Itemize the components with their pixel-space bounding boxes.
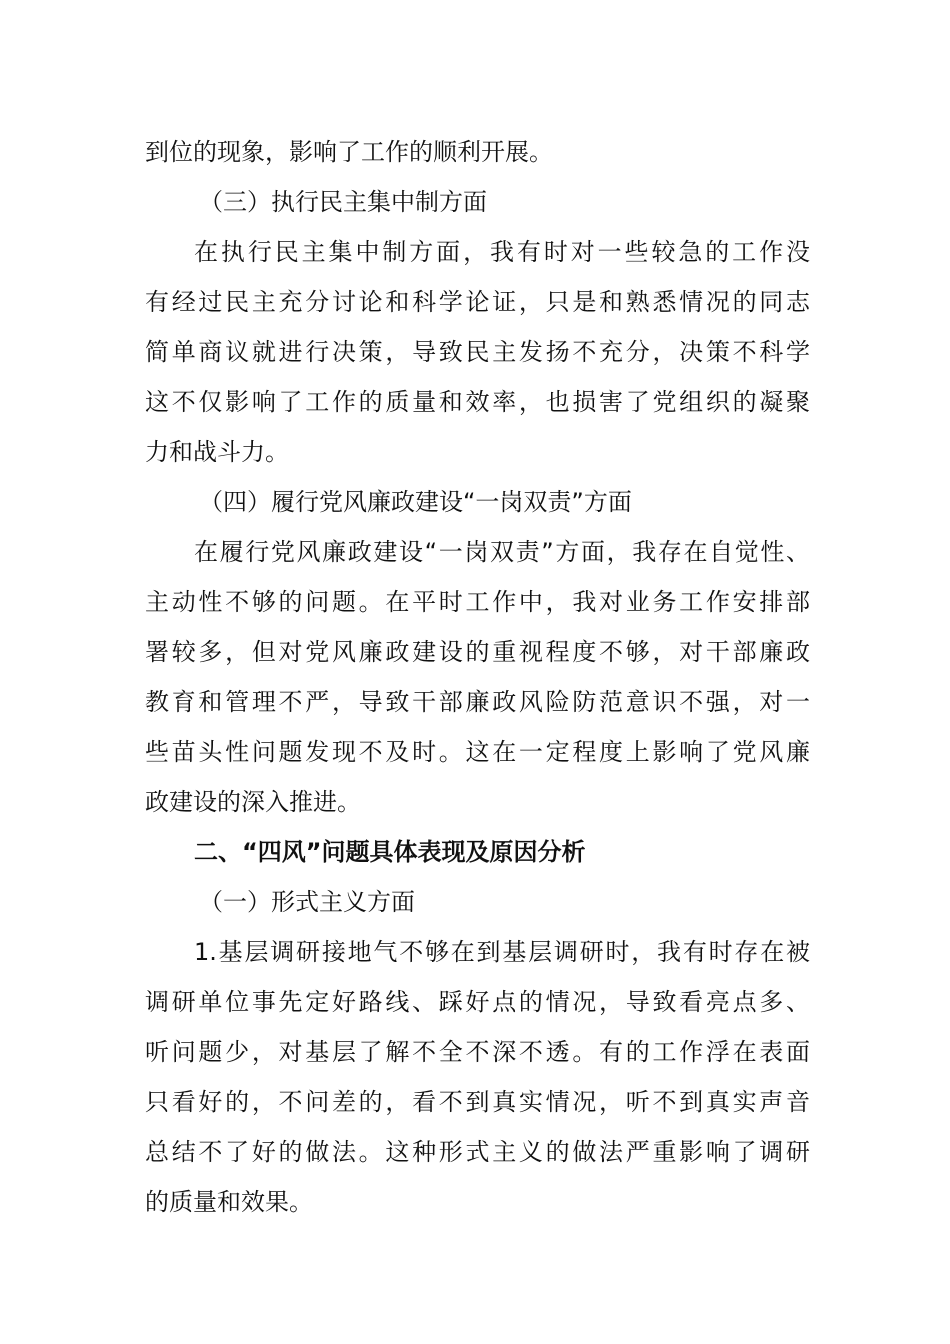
paragraph-line: 总结不了好的做法。这种形式主义的做法严重影响了调研	[145, 1138, 810, 1166]
paragraph-line: 在执行民主集中制方面，我有时对一些较急的工作没	[194, 238, 810, 266]
paragraph-line: 主动性不够的问题。在平时工作中，我对业务工作安排部	[145, 588, 810, 616]
paragraph-line: 力和战斗力。	[145, 438, 289, 466]
paragraph-line: 些苗头性问题发现不及时。这在一定程度上影响了党风廉	[145, 738, 810, 766]
paragraph-line: 教育和管理不严，导致干部廉政风险防范意识不强，对一	[145, 688, 810, 716]
paragraph-line: 只看好的，不问差的，看不到真实情况，听不到真实声音	[145, 1088, 810, 1116]
paragraph-line: 政建设的深入推进。	[145, 788, 361, 816]
paragraph-line: 有经过民主充分讨论和科学论证，只是和熟悉情况的同志	[145, 288, 810, 316]
paragraph-line: 的质量和效果。	[145, 1188, 313, 1216]
paragraph-line: 简单商议就进行决策，导致民主发扬不充分，决策不科学	[145, 338, 810, 366]
section-heading: 二、“四风”问题具体表现及原因分析	[194, 838, 586, 866]
paragraph-line: 听问题少，对基层了解不全不深不透。有的工作浮在表面	[145, 1038, 810, 1066]
paragraph-line: 署较多，但对党风廉政建设的重视程度不够，对干部廉政	[145, 638, 810, 666]
paragraph-line: 1.基层调研接地气不够在到基层调研时，我有时存在被	[194, 938, 810, 966]
section-subheading: （四）履行党风廉政建设“一岗双责”方面	[199, 488, 632, 516]
section-subheading: （一）形式主义方面	[199, 888, 415, 916]
paragraph-line: 调研单位事先定好路线、踩好点的情况，导致看亮点多、	[145, 988, 810, 1016]
paragraph-line: 到位的现象，影响了工作的顺利开展。	[145, 138, 553, 166]
section-subheading: （三）执行民主集中制方面	[199, 188, 487, 216]
paragraph-line: 这不仅影响了工作的质量和效率，也损害了党组织的凝聚	[145, 388, 810, 416]
paragraph-line: 在履行党风廉政建设“一岗双责”方面，我存在自觉性、	[194, 538, 810, 566]
